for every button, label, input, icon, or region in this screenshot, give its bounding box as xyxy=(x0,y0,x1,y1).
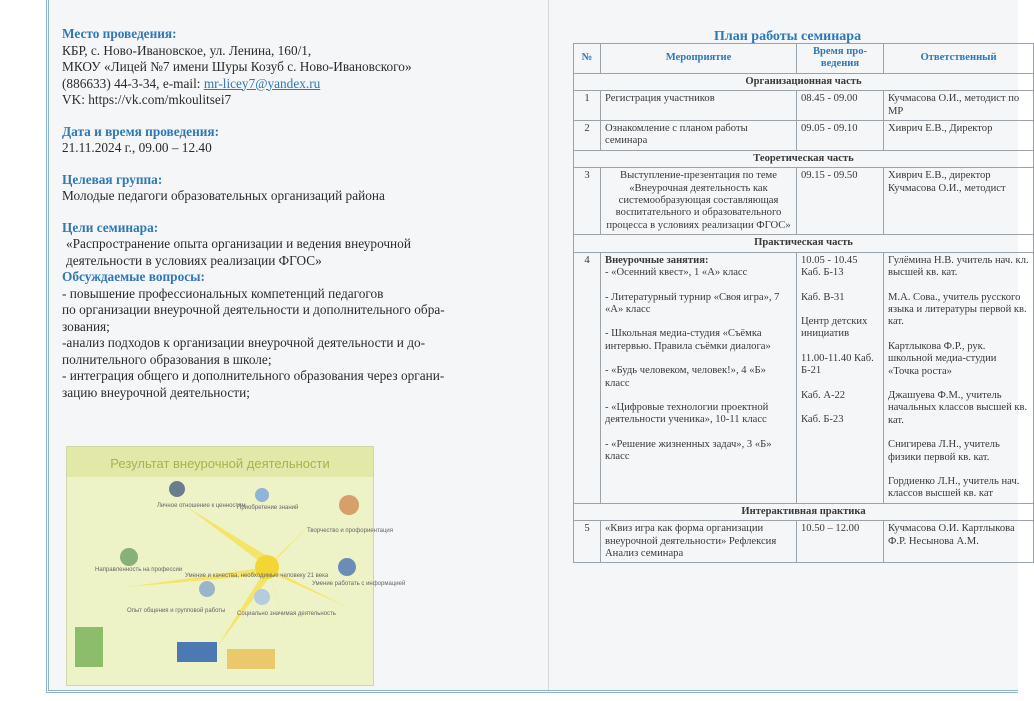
issues-line: зацию внеурочной деятельности; xyxy=(62,384,250,400)
goals-line: деятельности в условиях реализации ФГОС» xyxy=(66,252,322,268)
section-title: Интерактивная практика xyxy=(574,503,1034,520)
table-row xyxy=(574,521,1034,563)
row-time-list xyxy=(797,252,884,503)
row-event: «Квиз игра как форма организации внеурочной деятельности» Рефлексия Анализ семинара xyxy=(601,521,797,563)
activity-item: - Литературный турнир «Своя игра», 7 «А» класс xyxy=(605,291,780,315)
activity-resp: М.А. Сова., учитель русского языка и литературы первой кв. кат. xyxy=(888,291,1027,328)
activity-resp: Картлыкова Ф.Р., рук. школьной медиа-студии «Точка роста» xyxy=(888,340,997,377)
venue-line xyxy=(62,76,532,93)
activity-item: - «Цифровые технологии проектной деятельности ученика», 10-11 класс xyxy=(605,401,769,426)
team-icon xyxy=(199,581,215,597)
section-row xyxy=(574,503,1034,520)
row-resp: Кучмасова О.И. Картлыкова Ф.Р. Несынова А.М. xyxy=(884,521,1034,563)
row-num: 2 xyxy=(574,121,601,151)
section-title: Организационная часть xyxy=(574,73,1034,90)
issues-line: полнительного образования в школе; xyxy=(62,351,272,367)
books-icon xyxy=(227,649,275,669)
painter-icon xyxy=(339,495,359,515)
row-time: 10.50 – 12.00 xyxy=(797,521,884,563)
row-resp: Кучмасова О.И., методист по МР xyxy=(884,91,1034,121)
email-link[interactable]: mr-licey7@yandex.ru xyxy=(203,75,321,91)
target-heading: Целевая группа: xyxy=(62,171,163,187)
row-num: 4 xyxy=(574,252,601,503)
globe-icon xyxy=(254,589,270,605)
row-time: 08.45 - 09.00 xyxy=(797,91,884,121)
poster-label: Опыт общения и групповой работы xyxy=(127,608,226,614)
books-icon xyxy=(75,627,103,667)
date-heading: Дата и время проведения: xyxy=(62,123,220,139)
activity-time: 11.00-11.40 Каб. Б-21 xyxy=(801,352,874,377)
table-row xyxy=(574,168,1034,235)
poster-title: Результат внеурочной деятельности xyxy=(110,456,330,471)
vk-link[interactable]: VK: https://vk.com/mkoulitsei7 xyxy=(62,92,232,107)
table-row xyxy=(574,121,1034,151)
activities-heading: Внеурочные занятия: xyxy=(605,254,709,266)
issues-line: по организации внеурочной деятельности и дополнительного обра- xyxy=(62,302,445,317)
goals-line: «Распространение опыта организации и ведения внеурочной xyxy=(66,236,411,251)
poster-image xyxy=(66,446,406,686)
venue-phone: (886633) 44-3-34, e-mail: xyxy=(62,75,201,91)
target-value: Молодые педагоги образовательных организаций района xyxy=(62,188,385,203)
plan-title: План работы семинара xyxy=(714,29,862,44)
section-title: Теоретическая часть xyxy=(574,150,1034,167)
row-num: 5 xyxy=(574,521,601,563)
activity-time: 10.05 - 10.45 Каб. Б-13 xyxy=(801,254,858,279)
activity-time: Центр детских инициатив xyxy=(801,315,868,340)
venue-heading: Место проведения: xyxy=(62,26,177,41)
issues-line: - повышение профессиональных компетенций педагогов xyxy=(62,285,384,301)
activity-item: - «Осенний квест», 1 «А» класс xyxy=(605,267,748,279)
col-header-num: № xyxy=(574,44,601,74)
table-row xyxy=(574,91,1034,121)
venue-line: КБР, с. Ново-Ивановское, ул. Ленина, 160/1, xyxy=(62,42,312,58)
activity-item: - «Будь человеком, человек!», 4 «Б» класс xyxy=(605,365,766,389)
poster-label: Направленность на профессии xyxy=(95,567,183,573)
activity-resp: Джашуева Ф.М., учитель начальных классов высшей кв. кат. xyxy=(888,389,1028,426)
seminar-plan-table xyxy=(573,43,1034,563)
activity-resp: Снигирева Л.Н., учитель физики первой кв. кат. xyxy=(888,439,1000,463)
row-event: Ознакомление с планом работы семинара xyxy=(601,121,797,151)
issues-line: зования; xyxy=(62,318,110,334)
activity-time: Каб. В-31 xyxy=(801,291,845,303)
books-icon xyxy=(177,642,217,662)
issues-line: -анализ подходов к организации внеурочной деятельности и до- xyxy=(62,335,426,350)
poster-label: Творчество и профориентация xyxy=(307,528,394,534)
fold-line xyxy=(548,0,549,690)
row-event: Регистрация участников xyxy=(601,91,797,121)
camera-icon xyxy=(169,481,185,497)
row-resp-list xyxy=(884,252,1034,503)
section-row xyxy=(574,150,1034,167)
poster-label: Умение работать с информацией xyxy=(312,581,406,587)
goals-heading: Цели семинара: xyxy=(62,219,159,235)
row-event-list xyxy=(601,252,797,503)
globe-icon xyxy=(120,548,138,566)
activity-item: - Школьная медиа-студия «Съёмка интервью. Правила съёмки диалога» xyxy=(605,328,771,352)
poster-label: Приобретение знаний xyxy=(237,505,299,511)
col-header-resp: Ответственный xyxy=(884,44,1034,74)
venue-line: МКОУ «Лицей №7 имени Шуры Козуб с. Ново-Ивановского» xyxy=(62,59,412,74)
activity-item: - «Решение жизненных задач», 3 «Б» класс xyxy=(605,438,772,463)
award-icon xyxy=(255,488,269,502)
row-resp: Хиврич Е.В., директор Кучмасова О.И., методист xyxy=(884,168,1034,235)
section-title: Практическая часть xyxy=(574,235,1034,252)
section-row xyxy=(574,73,1034,90)
col-header-event: Мероприятие xyxy=(601,44,797,74)
row-time: 09.15 - 09.50 xyxy=(797,168,884,235)
poster-label: Умение и качества, необходимые человеку 21 века xyxy=(185,573,329,579)
date-value: 21.11.2024 г., 09.00 – 12.40 xyxy=(62,140,212,155)
activity-time: Каб. А-22 xyxy=(801,389,846,401)
row-time: 09.05 - 09.10 xyxy=(797,121,884,151)
col-header-time: Время про-ведения xyxy=(797,44,884,74)
table-row xyxy=(574,252,1034,503)
activity-resp: Гулёмина Н.В. учитель нач. кл. высшей кв. кат. xyxy=(888,254,1029,279)
table-header-row xyxy=(574,44,1034,74)
poster-label: Социально значимая деятельность xyxy=(237,611,336,617)
issues-line: - интеграция общего и дополнительного образования через органи- xyxy=(62,368,445,383)
row-resp: Хиврич Е.В., Директор xyxy=(884,121,1034,151)
row-num: 3 xyxy=(574,168,601,235)
activity-time: Каб. Б-23 xyxy=(801,413,844,425)
poster-label: Личное отношение к ценностям xyxy=(157,503,246,509)
activity-resp: Гордиенко Л.Н., учитель нач. классов высшей кв. кат xyxy=(888,475,1020,500)
poster-illustration xyxy=(67,447,406,685)
computer-icon xyxy=(338,558,356,576)
row-num: 1 xyxy=(574,91,601,121)
row-event: Выступление-презентация по теме «Внеурочная деятельность как системообразующая составляющая воспитательного и образовательного процесса в условиях реализации ФГОС» xyxy=(601,168,797,235)
issues-heading: Обсуждаемые вопросы: xyxy=(62,269,205,284)
left-panel xyxy=(62,26,532,401)
section-row xyxy=(574,235,1034,252)
